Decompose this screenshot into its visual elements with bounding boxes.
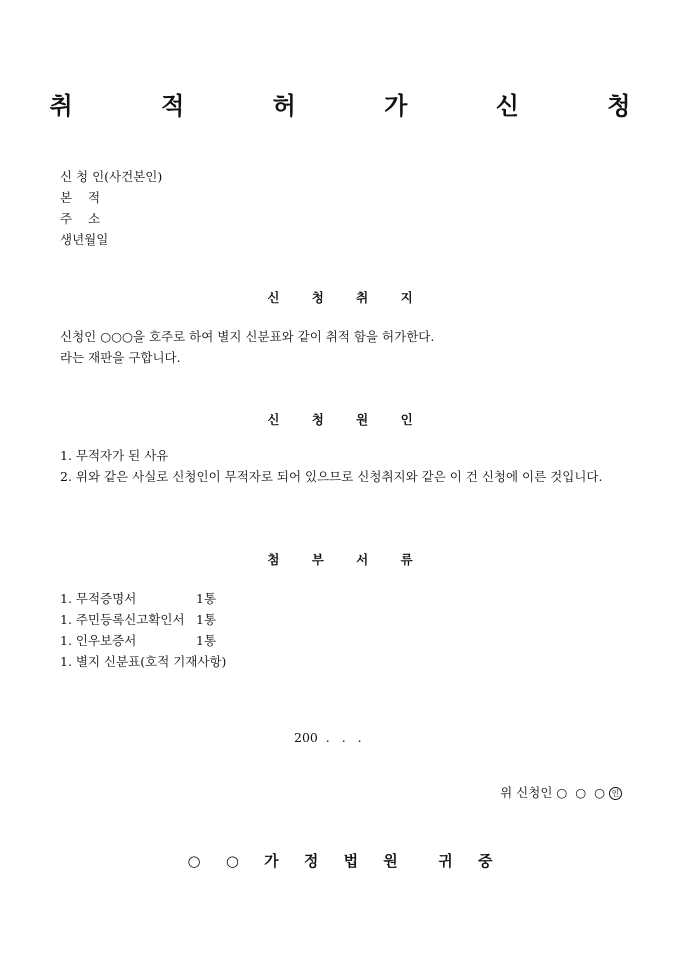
purpose-line: 라는 재판을 구합니다.	[60, 350, 181, 365]
cause-heading: 신 청 원 인	[267, 412, 427, 427]
attachment-count: 1통	[196, 612, 217, 627]
purpose-line: 신청인 ○○○을 호주로 하여 별지 신분표와 같이 취적 함을 허가한다.	[60, 329, 435, 344]
address-label: 주 소	[60, 211, 101, 226]
court-name: ○ ○ 가 정 법 원 귀 중	[187, 852, 503, 870]
applicant-info	[60, 166, 162, 250]
registry-label: 본 적	[60, 190, 101, 205]
applicant-label: 신 청 인(사건본인)	[60, 169, 163, 184]
attachment-name: 1. 별지 신분표(호적 기재사항)	[60, 654, 227, 669]
document-title: 취 적 허 가 신 청	[49, 91, 671, 120]
birthdate-label: 생년월일	[60, 232, 109, 247]
attachments-list	[60, 588, 626, 672]
list-item	[60, 609, 626, 630]
attachment-count: 1통	[196, 591, 217, 606]
list-item	[60, 651, 626, 672]
cause-line: 1. 무적자가 된 사유	[60, 448, 169, 463]
attachment-name: 1. 주민등록신고확인서	[60, 612, 185, 627]
date-line: 200 . . .	[294, 730, 362, 745]
purpose-heading: 신 청 취 지	[267, 290, 427, 305]
seal-icon: 인	[609, 787, 622, 800]
list-item	[60, 630, 626, 651]
applicant-signature	[492, 768, 622, 801]
attachment-name: 1. 인우보증서	[60, 633, 137, 648]
applicant-sign-text: 위 신청인 ○ ○ ○	[500, 785, 605, 800]
cause-body	[60, 445, 626, 487]
list-item	[60, 588, 626, 609]
attachment-name: 1. 무적증명서	[60, 591, 137, 606]
purpose-body	[60, 326, 626, 368]
attachments-heading: 첨 부 서 류	[267, 552, 427, 567]
cause-line: 2. 위와 같은 사실로 신청인이 무적자로 되어 있으므로 신청취지와 같은 이 건 신청에 이른 것입니다.	[60, 469, 603, 484]
attachment-count: 1통	[196, 633, 217, 648]
